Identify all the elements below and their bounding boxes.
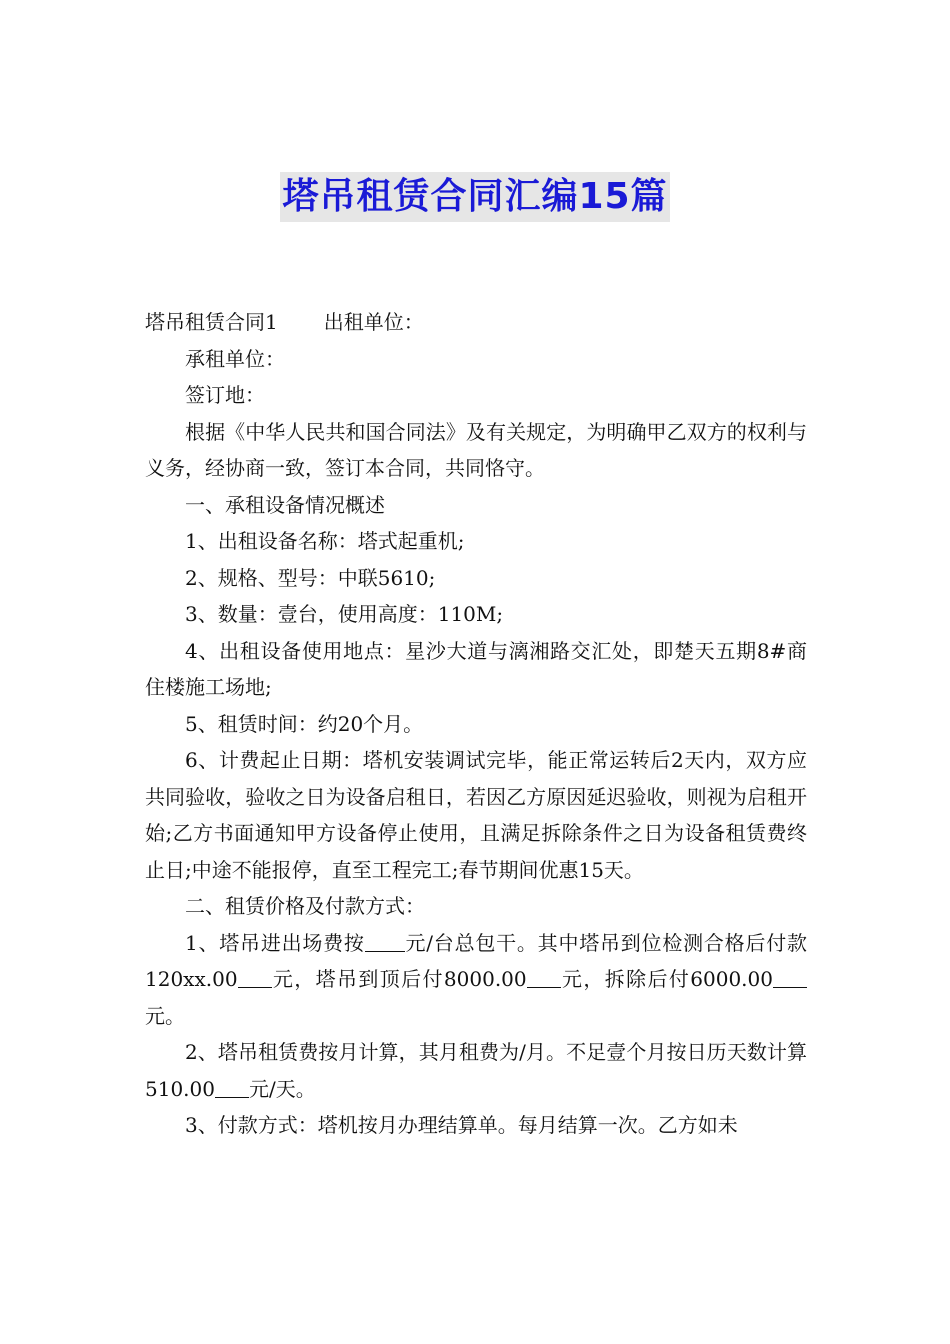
- clause-2-1: [145, 925, 807, 1035]
- document-body: [145, 304, 807, 1144]
- clause-2-3: 3、付款方式：塔机按月办理结算单。每月结算一次。乙方如未: [185, 1113, 738, 1137]
- blank-line: [365, 931, 405, 952]
- clause-1-2: 2、规格、型号：中联5610;: [185, 565, 436, 590]
- paragraph-preamble: 根据《中华人民共和国合同法》及有关规定，为明确甲乙双方的权利与义务，经协商一致，签订本合同，共同恪守。: [145, 419, 807, 480]
- clause-2-2-text-a: 2、塔吊租赁费按月计算，其月租费为/月。不足壹个月按日历天数计算510.00: [145, 1040, 807, 1101]
- clause-2-1-text-a: 1、塔吊进出场费按: [185, 930, 365, 955]
- lessor-label: 出租单位：: [323, 310, 424, 334]
- document-title: 塔吊租赁合同汇编15篇: [280, 172, 669, 222]
- clause-2-1-text-e: 元。: [145, 1003, 185, 1028]
- clause-1-4: 4、出租设备使用地点：星沙大道与漓湘路交汇处，即楚天五期8#商住楼施工场地;: [145, 638, 807, 699]
- clause-1-5: 5、租赁时间：约20个月。: [185, 711, 424, 736]
- clause-1-1: 1、出租设备名称：塔式起重机;: [185, 529, 465, 553]
- signing-place-label: 签订地：: [185, 383, 265, 407]
- clause-2-2: [145, 1034, 807, 1107]
- blank-line: [215, 1077, 249, 1098]
- title-container: [0, 172, 950, 222]
- clause-1-6: 6、计费起止日期：塔机安装调试完毕，能正常运转后2天内，双方应共同验收，验收之日为设备启租日，若因乙方原因延迟验收，则视为启租开始;乙方书面通知甲方设备停止使用，且满足拆除条件之日为设备租赁费终止日;中途不能报停，直至工程完工;春节期间优惠15天。: [145, 748, 807, 882]
- lessee-label: 承租单位：: [185, 346, 285, 371]
- section-heading-2: 二、租赁价格及付款方式：: [185, 894, 425, 918]
- blank-line: [527, 967, 561, 988]
- contract-number: 塔吊租赁合同1: [145, 310, 278, 334]
- paragraph-heading: [145, 304, 807, 341]
- section-heading-1: 一、承租设备情况概述: [185, 492, 385, 517]
- clause-2-2-text-b: 元/天。: [248, 1076, 316, 1101]
- blank-line: [238, 967, 272, 988]
- clause-2-1-text-d: 元，拆除后付6000.00: [560, 967, 773, 991]
- clause-2-1-text-b: 元/台总包干。其中塔吊到位检测合格后付款120xx.00: [145, 930, 807, 991]
- clause-1-3: 3、数量：壹台，使用高度：110M;: [185, 602, 504, 626]
- blank-line: [773, 967, 807, 988]
- clause-2-1-text-c: 元，塔吊到顶后付8000.00: [271, 967, 527, 991]
